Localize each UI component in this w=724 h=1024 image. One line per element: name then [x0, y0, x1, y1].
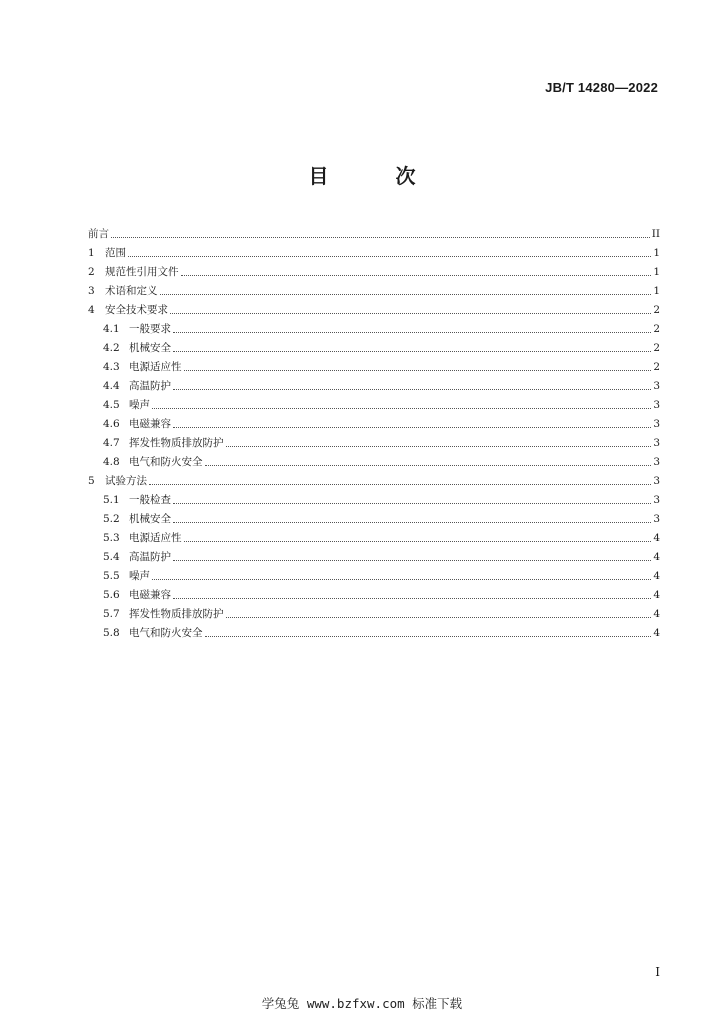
toc-entry-title: 一般检查 — [129, 494, 171, 506]
toc-entry-page: 3 — [653, 475, 660, 487]
toc-entry[interactable] — [88, 450, 660, 469]
toc-entry-number: 5 — [88, 475, 95, 487]
toc-entry-title: 电磁兼容 — [129, 418, 171, 430]
toc-entry-number: 5.2 — [103, 513, 120, 525]
toc-entry-title: 机械安全 — [129, 342, 171, 354]
toc-leader-dots — [160, 294, 652, 295]
toc-entry-page: 2 — [653, 342, 660, 354]
toc-entry-page: 1 — [653, 266, 660, 278]
toc-leader-dots — [149, 484, 651, 485]
toc-entry[interactable] — [88, 412, 660, 431]
toc-entry[interactable] — [88, 241, 660, 260]
toc-entry-page: 2 — [653, 323, 660, 335]
toc-entry[interactable] — [88, 469, 660, 488]
toc-entry-number: 5.7 — [103, 608, 120, 620]
toc-entry-number: 4 — [88, 304, 95, 316]
toc-leader-dots — [128, 256, 651, 257]
toc-entry-number: 5.1 — [103, 494, 120, 506]
toc-entry-number: 1 — [88, 247, 95, 259]
toc-entry-title: 范围 — [105, 247, 126, 259]
toc-entry-title: 电气和防火安全 — [129, 627, 203, 639]
toc-entry-page: 3 — [653, 494, 660, 506]
toc-leader-dots — [184, 541, 652, 542]
toc-leader-dots — [173, 522, 651, 523]
toc-entry[interactable] — [88, 583, 660, 602]
toc-entry[interactable] — [88, 279, 660, 298]
toc-entry[interactable] — [88, 222, 660, 241]
toc-entry-number: 4.2 — [103, 342, 120, 354]
toc-entry-number: 4.4 — [103, 380, 120, 392]
toc-leader-dots — [173, 427, 651, 428]
toc-leader-dots — [205, 465, 652, 466]
toc-entry-page: 3 — [653, 380, 660, 392]
toc-entry-title: 高温防护 — [129, 380, 171, 392]
toc-entry-title: 一般要求 — [129, 323, 171, 335]
toc-entry-title: 电磁兼容 — [129, 589, 171, 601]
toc-entry-title: 挥发性物质排放防护 — [129, 608, 224, 620]
toc-entry-number: 3 — [88, 285, 95, 297]
toc-entry-page: 4 — [653, 608, 660, 620]
toc-entry-page: 3 — [653, 513, 660, 525]
toc-entry-title: 安全技术要求 — [105, 304, 168, 316]
toc-entry-number: 4.5 — [103, 399, 120, 411]
toc-entry-page: 3 — [653, 418, 660, 430]
toc-entry-title: 电气和防火安全 — [129, 456, 203, 468]
toc-entry-title: 规范性引用文件 — [105, 266, 179, 278]
toc-entry[interactable] — [88, 298, 660, 317]
toc-entry-page: 4 — [653, 551, 660, 563]
toc-entry-page: 3 — [653, 437, 660, 449]
toc-entry-title: 试验方法 — [105, 475, 147, 487]
toc-entry[interactable] — [88, 336, 660, 355]
toc-entry-number: 5.6 — [103, 589, 120, 601]
toc-entry-page: 4 — [653, 627, 660, 639]
toc-entry-title: 机械安全 — [129, 513, 171, 525]
toc-entry-page: 4 — [653, 589, 660, 601]
toc-entry-page: 4 — [653, 570, 660, 582]
toc-entry[interactable] — [88, 526, 660, 545]
toc-entry-page: 3 — [653, 399, 660, 411]
toc-entry[interactable] — [88, 260, 660, 279]
toc-leader-dots — [170, 313, 651, 314]
page-number: I — [655, 965, 660, 979]
toc-entry-number: 4.3 — [103, 361, 120, 373]
toc-leader-dots — [173, 598, 651, 599]
toc-entry-page: 2 — [653, 304, 660, 316]
toc-entry-title: 电源适应性 — [129, 361, 182, 373]
toc-entry-number: 5.3 — [103, 532, 120, 544]
toc-entry[interactable] — [88, 431, 660, 450]
toc-entry-title: 术语和定义 — [105, 285, 158, 297]
toc-entry-number: 4.6 — [103, 418, 120, 430]
toc-entry-title: 电源适应性 — [129, 532, 182, 544]
toc-leader-dots — [181, 275, 652, 276]
toc-leader-dots — [111, 237, 650, 238]
toc-entry-number: 4.1 — [103, 323, 120, 335]
toc-leader-dots — [173, 351, 651, 352]
toc-leader-dots — [173, 332, 651, 333]
toc-entry-page: II — [651, 228, 660, 240]
toc-entry-title: 噪声 — [129, 570, 150, 582]
toc-entry-page: 2 — [653, 361, 660, 373]
toc-leader-dots — [173, 389, 651, 390]
toc-entry[interactable] — [88, 507, 660, 526]
toc-leader-dots — [152, 408, 651, 409]
toc-entry[interactable] — [88, 488, 660, 507]
toc-leader-dots — [226, 446, 652, 447]
toc-leader-dots — [173, 503, 651, 504]
toc-entry-page: 4 — [653, 532, 660, 544]
toc-entry-number: 5.8 — [103, 627, 120, 639]
footer-watermark: 学兔兔 www.bzfxw.com 标准下载 — [261, 996, 463, 1011]
toc-entry[interactable] — [88, 355, 660, 374]
toc-entry[interactable] — [88, 602, 660, 621]
table-of-contents — [88, 222, 660, 640]
toc-leader-dots — [173, 560, 651, 561]
toc-leader-dots — [184, 370, 652, 371]
toc-leader-dots — [152, 579, 651, 580]
toc-entry[interactable] — [88, 545, 660, 564]
toc-entry-title: 前言 — [88, 228, 109, 240]
toc-entry-page: 3 — [653, 456, 660, 468]
toc-leader-dots — [226, 617, 652, 618]
toc-entry[interactable] — [88, 374, 660, 393]
toc-entry[interactable] — [88, 564, 660, 583]
toc-entry-page: 1 — [653, 247, 660, 259]
toc-entry[interactable] — [88, 317, 660, 336]
toc-entry-title: 高温防护 — [129, 551, 171, 563]
standard-number: JB/T 14280—2022 — [545, 80, 658, 95]
toc-entry[interactable] — [88, 393, 660, 412]
toc-entry-title: 噪声 — [129, 399, 150, 411]
toc-entry-title: 挥发性物质排放防护 — [129, 437, 224, 449]
page-title: 目 次 — [308, 164, 446, 188]
toc-entry-page: 1 — [653, 285, 660, 297]
toc-entry-number: 5.5 — [103, 570, 120, 582]
toc-entry-number: 5.4 — [103, 551, 120, 563]
toc-entry-number: 4.7 — [103, 437, 120, 449]
toc-entry-number: 4.8 — [103, 456, 120, 468]
toc-leader-dots — [205, 636, 652, 637]
toc-entry[interactable] — [88, 621, 660, 640]
toc-entry-number: 2 — [88, 266, 95, 278]
